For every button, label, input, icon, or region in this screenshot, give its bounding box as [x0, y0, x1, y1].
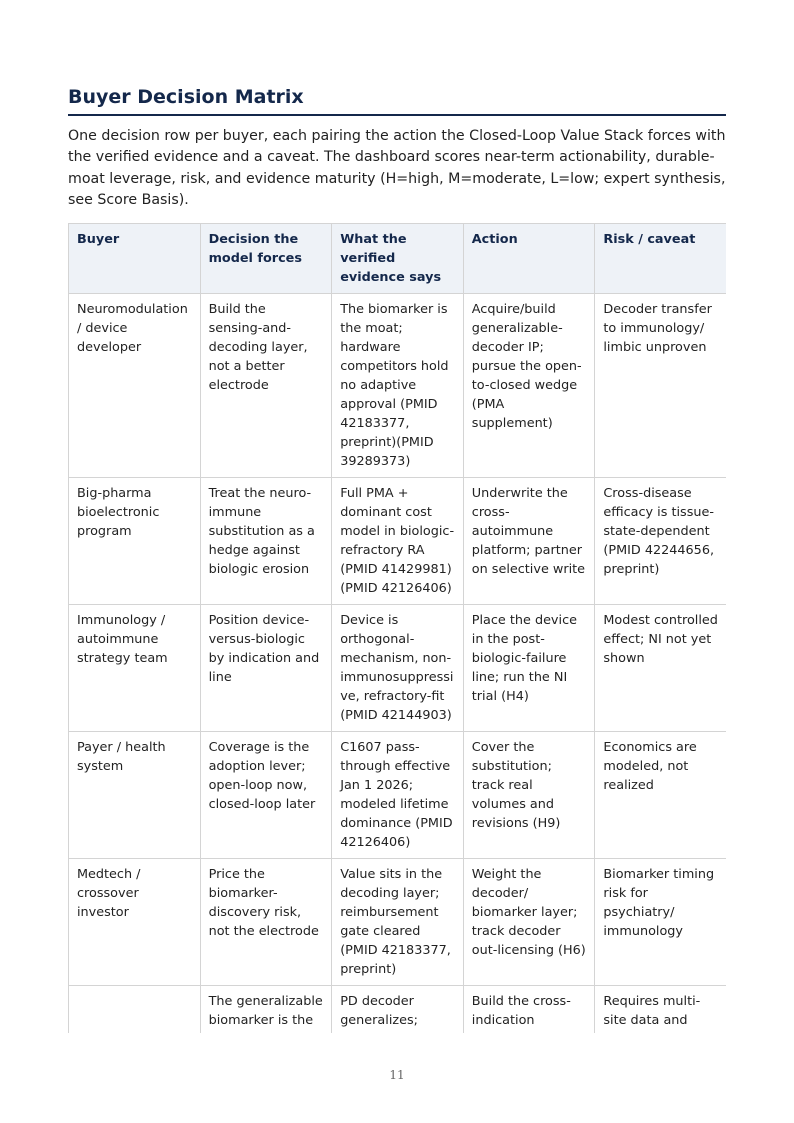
cell-decision: Build the sensing-and-decoding layer, not a better electrode	[200, 294, 332, 478]
cell-evidence: Full PMA + dominant cost model in biologic-refractory RA (PMID 41429981)(PMID 42126406)	[332, 478, 464, 605]
cell-evidence: PD decoder generalizes;	[332, 986, 464, 1034]
header-decision: Decision the model forces	[200, 224, 332, 294]
cell-evidence: Device is orthogonal-mechanism, non-immunosuppressi ve, refractory-fit (PMID 42144903)	[332, 605, 464, 732]
cell-buyer: Immunology / autoimmune strategy team	[69, 605, 201, 732]
cell-risk: Decoder transfer to immunology/ limbic unproven	[595, 294, 726, 478]
cell-evidence: The biomarker is the moat; hardware competitors hold no adaptive approval (PMID 42183377, preprint)(PMID 39289373)	[332, 294, 464, 478]
table-row	[69, 986, 727, 1034]
cell-decision: Position device-versus-biologic by indication and line	[200, 605, 332, 732]
document-page	[68, 84, 726, 1033]
header-evidence: What the verified evidence says	[332, 224, 464, 294]
cell-action: Weight the decoder/ biomarker layer; track decoder out-licensing (H6)	[463, 859, 595, 986]
cell-evidence: Value sits in the decoding layer; reimbursement gate cleared (PMID 42183377, preprint)	[332, 859, 464, 986]
cell-action: Underwrite the cross-autoimmune platform; partner on selective write	[463, 478, 595, 605]
header-risk: Risk / caveat	[595, 224, 726, 294]
cell-decision: Coverage is the adoption lever; open-loop now, closed-loop later	[200, 732, 332, 859]
cell-risk: Cross-disease efficacy is tissue-state-dependent (PMID 42244656, preprint)	[595, 478, 726, 605]
cell-action: Build the cross-indication	[463, 986, 595, 1034]
table-row	[69, 294, 727, 478]
cell-decision: Treat the neuro-immune substitution as a hedge against biologic erosion	[200, 478, 332, 605]
section-title: Buyer Decision Matrix	[68, 84, 726, 116]
cell-buyer: Big-pharma bioelectronic program	[69, 478, 201, 605]
buyer-decision-matrix	[68, 223, 726, 1033]
cell-action: Place the device in the post-biologic-failure line; run the NI trial (H4)	[463, 605, 595, 732]
table-row	[69, 859, 727, 986]
cell-risk: Modest controlled effect; NI not yet shown	[595, 605, 726, 732]
cell-decision: The generalizable biomarker is the	[200, 986, 332, 1034]
cell-buyer: Payer / health system	[69, 732, 201, 859]
table-row	[69, 605, 727, 732]
cell-risk: Requires multi-site data and	[595, 986, 726, 1034]
cell-action: Acquire/build generalizable-decoder IP; pursue the open-to-closed wedge (PMA supplement)	[463, 294, 595, 478]
cell-risk: Biomarker timing risk for psychiatry/ immunology	[595, 859, 726, 986]
header-action: Action	[463, 224, 595, 294]
table-header-row	[69, 224, 727, 294]
cell-risk: Economics are modeled, not realized	[595, 732, 726, 859]
cell-buyer: Medtech / crossover investor	[69, 859, 201, 986]
cell-buyer: Neuromodulation / device developer	[69, 294, 201, 478]
cell-action: Cover the substitution; track real volumes and revisions (H9)	[463, 732, 595, 859]
page-number: 11	[389, 1068, 405, 1082]
intro-paragraph: One decision row per buyer, each pairing the action the Closed-Loop Value Stack forces with the verified evidence and a caveat. The dashboard scores near-term actionability, durable-moat leverage, risk, and evidence maturity (H=high, M=moderate, L=low; expert synthesis, see Score Basis).	[68, 128, 726, 208]
table-row	[69, 732, 727, 859]
cell-evidence: C1607 pass-through effective Jan 1 2026; modeled lifetime dominance (PMID 42126406)	[332, 732, 464, 859]
table-row	[69, 478, 727, 605]
header-buyer: Buyer	[69, 224, 201, 294]
cell-decision: Price the biomarker-discovery risk, not the electrode	[200, 859, 332, 986]
decision-matrix-container	[68, 223, 726, 1033]
cell-buyer	[69, 986, 201, 1034]
